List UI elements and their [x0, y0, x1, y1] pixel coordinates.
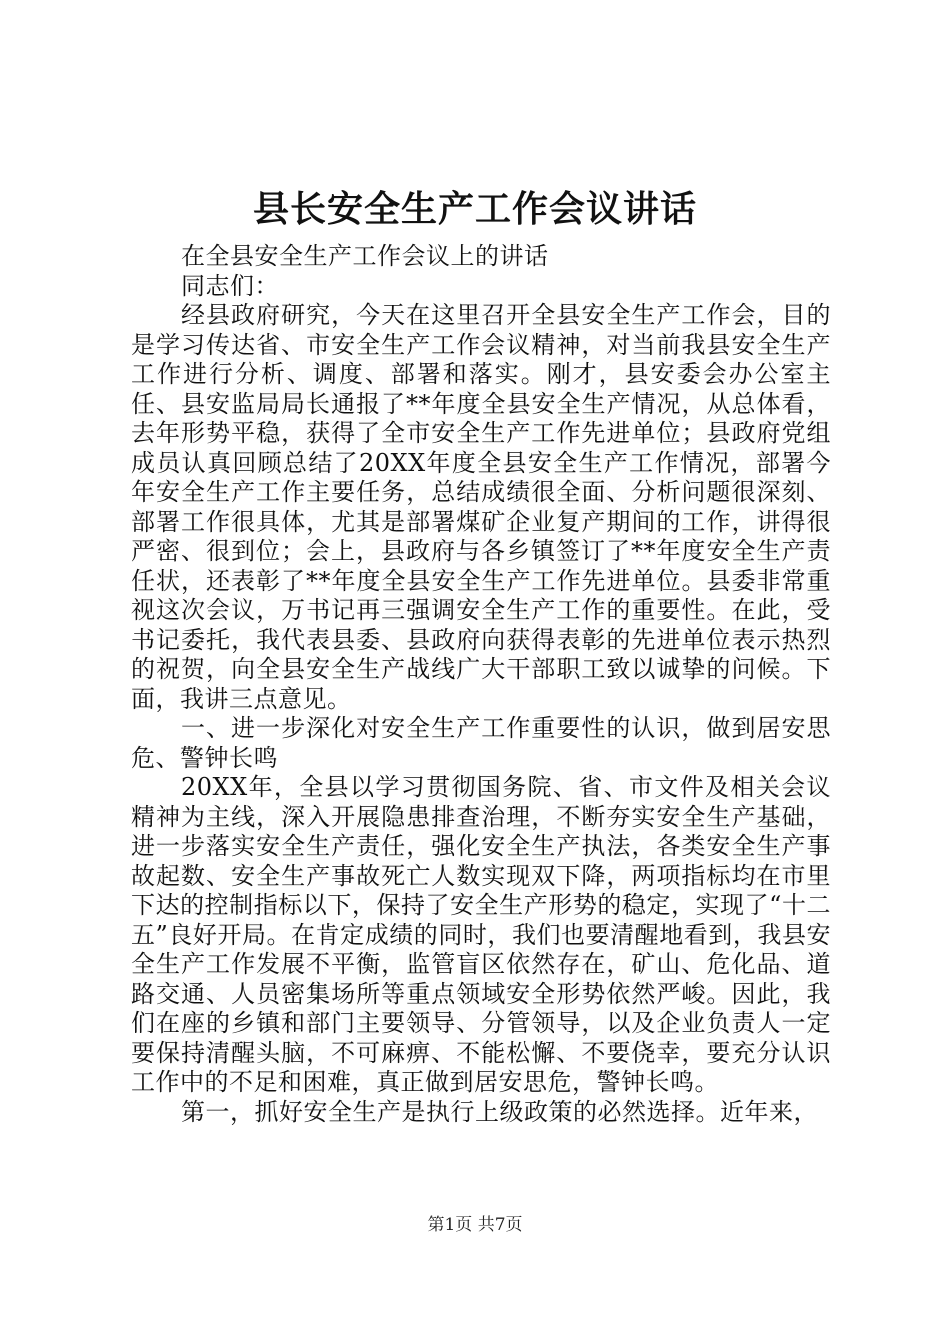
paragraph-section-1: 20XX年，全县以学习贯彻国务院、省、市文件及相关会议精神为主线，深入开展隐患排查治理，不断夯实安全生产基础，进一步落实安全生产责任，强化安全生产执法，各类安全生产事故起数、安全生产事故死亡人数实现双下降，两项指标均在市里下达的控制指标以下，保持了安全生产形势的稳定，实现了“十二五”良好开局。在肯定成绩的同时，我们也要清醒地看到，我县安全生产工作发展不平衡，监管盲区依然存在，矿山、危化品、道路交通、人员密集场所等重点领域安全形势依然严峻。因此，我们在座的乡镇和部门主要领导、分管领导，以及企业负责人一定要保持清醒头脑，不可麻痹、不能松懈、不要侥幸，要充分认识工作中的不足和困难，真正做到居安思危，警钟长鸣。: [131, 773, 831, 1096]
paragraph-first-point: 第一，抓好安全生产是执行上级政策的必然选择。近年来，: [181, 1097, 818, 1126]
salutation: 同志们：: [181, 271, 279, 300]
speech-subtitle: 在全县安全生产工作会议上的讲话: [181, 242, 549, 270]
document-body: [131, 206, 831, 1127]
section-heading-1: 一、进一步深化对安全生产工作重要性的认识，做到居安思危、警钟长鸣: [131, 714, 831, 772]
paragraph-intro: 经县政府研究，今天在这里召开全县安全生产工作会，目的是学习传达省、市安全生产工作会议精神，对当前我县安全生产工作进行分析、调度、部署和落实。刚才，县安委会办公室主任、县安监局局长通报了**年度全县安全生产情况，从总体看，去年形势平稳，获得了全市安全生产工作先进单位；县政府党组成员认真回顾总结了20XX年度全县安全生产工作情况，部署今年安全生产工作主要任务，总结成绩很全面、分析问题很深刻、部署工作很具体，尤其是部署煤矿企业复产期间的工作，讲得很严密、很到位；会上，县政府与各乡镇签订了**年度安全生产责任状，还表彰了**年度全县安全生产工作先进单位。县委非常重视这次会议，万书记再三强调安全生产工作的重要性。在此，受书记委托，我代表县委、县政府向获得表彰的先进单位表示热烈的祝贺，向全县安全生产战线广大干部职工致以诚挚的问候。下面，我讲三点意见。: [131, 301, 831, 713]
document-title: 县长安全生产工作会议讲话: [252, 188, 697, 230]
page-number-footer: 第1页 共7页: [427, 1215, 523, 1235]
